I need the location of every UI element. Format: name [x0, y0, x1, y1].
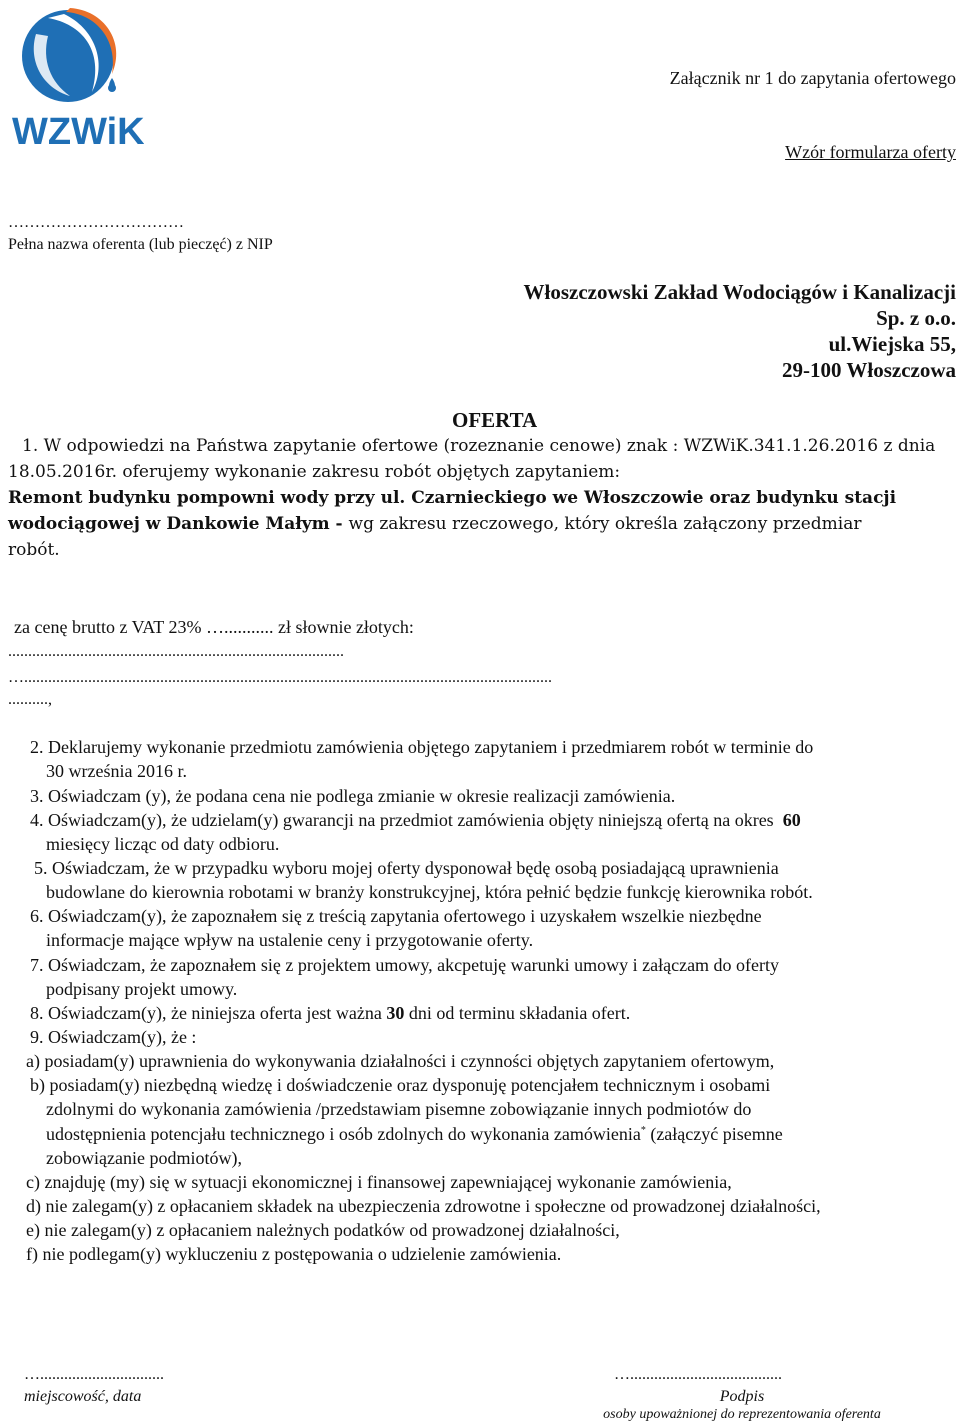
point-9b-line4: zobowiązanie podmiotów), [46, 1148, 242, 1168]
recipient-line2: Sp. z o.o. [876, 306, 956, 330]
signature-label: Podpis [719, 1388, 765, 1405]
point-9d: d) nie zalegam(y) z opłacaniem składek na ubezpieczenia zdrowotne i społeczne od prowadzonej działalności, [26, 1196, 821, 1216]
point-9b-line3 [46, 1124, 783, 1145]
recipient-line4: 29-100 Włoszczowa [782, 358, 956, 382]
price-line: za cenę brutto z VAT 23% …........... zł słownie złotych: [14, 617, 414, 637]
recipient-line1: Włoszczowski Zakład Wodociągów i Kanalizacji [523, 280, 956, 304]
form-title: Wzór formularza oferty [785, 142, 956, 162]
offer-title: OFERTA [452, 408, 538, 432]
point-8-post: dni od terminu składania ofert. [404, 1003, 631, 1023]
price-words-dots2: ….................................................................................................................................... [8, 669, 552, 686]
price-words-dots1: .................................................................................... [8, 643, 344, 660]
point-9b-line3-text: udostępnienia potencjału technicznego i osób zdolnych do wykonania zamówienia [46, 1124, 641, 1144]
offer-p1-line2: 18.05.2016r. oferujemy wykonanie zakresu robót objętych zapytaniem: [8, 462, 621, 482]
point-6-line2: informacje mające wpływ na ustalenie ceny i przygotowanie oferty. [46, 930, 534, 950]
point-8-pre: 8. Oświadczam(y), że niniejsza oferta jest ważna [30, 1003, 387, 1023]
bidder-dots: …………………………… [8, 214, 184, 231]
company-logo [8, 4, 144, 150]
offer-scope-line2 [8, 514, 861, 534]
point-9a: a) posiadam(y) uprawnienia do wykonywania działalności i czynności objętych zapytaniem ofertowym, [26, 1051, 775, 1071]
offer-p1-line1: 1. W odpowiedzi na Państwa zapytanie ofertowe (rozeznanie cenowe) znak : WZWiK.341.1.26.2016 z dnia [22, 436, 936, 456]
bidder-label: Pełna nazwa oferenta (lub pieczęć) z NIP [8, 236, 273, 253]
point-4-line2: miesięcy licząc od daty odbioru. [46, 834, 280, 854]
point-7-line2: podpisany projekt umowy. [46, 979, 238, 999]
point-8 [30, 1003, 630, 1024]
wzwik-logo-mark [8, 4, 144, 150]
point-9b-line3-post: (załączyć pisemne [645, 1124, 783, 1144]
annex-label: Załącznik nr 1 do zapytania ofertowego [669, 68, 956, 88]
point-9e: e) nie zalegam(y) z opłacaniem należnych podatków od prowadzonej działalności, [26, 1220, 620, 1240]
signature-sublabel: osoby upoważnionej do reprezentowania oferenta [603, 1407, 881, 1422]
point-9b-line1: b) posiadam(y) niezbędną wiedzę i doświadczenie oraz dysponuję potencjałem technicznym i osobami [30, 1075, 771, 1095]
signature-dots: …...................................... [614, 1366, 782, 1383]
recipient-line3: ul.Wiejska 55, [828, 332, 956, 356]
point-5-line2: budowlane do kierownia robotami w branży konstrukcyjnej, która pełnić będzie funkcję kierownika robót. [46, 882, 813, 902]
point-4-text: 4. Oświadczam(y), że udzielam(y) gwarancji na przedmiot zamówienia objęty niniejszą ofertą na okres [30, 810, 774, 830]
place-date-label: miejscowość, data [24, 1388, 142, 1405]
point-2-line2: 30 września 2016 r. [46, 761, 187, 781]
point-4-line1 [30, 810, 801, 831]
point-6-line1: 6. Oświadczam(y), że zapoznałem się z treścią zapytania ofertowego i uzyskałem wszelkie niezbędne [30, 906, 762, 926]
point-9f: f) nie podlegam(y) wykluczeniu z postępowania o udzielenie zamówienia. [26, 1244, 562, 1264]
price-words-dots3: .........., [8, 691, 52, 708]
place-date-dots: …............................... [24, 1366, 164, 1383]
point-7-line1: 7. Oświadczam, że zapoznałem się z projektem umowy, akcpetuję warunki umowy i załączam do oferty [30, 955, 780, 975]
offer-scope-bold: wodociągowej w Dankowie Małym - [8, 514, 349, 534]
footnote-asterisk: * [640, 1125, 646, 1136]
offer-p1-line5: robót. [8, 540, 60, 560]
point-4-months: 60 [782, 810, 801, 830]
point-8-days: 30 [386, 1003, 405, 1023]
logo-text: WZWiK [12, 111, 144, 150]
point-9: 9. Oświadczam(y), że : [30, 1027, 197, 1047]
point-9b-line2: zdolnymi do wykonania zamówienia /przedstawiam pisemne zobowiązanie innych podmiotów do [46, 1099, 752, 1119]
point-3: 3. Oświadczam (y), że podana cena nie podlega zmianie w okresie realizacji zamówienia. [30, 786, 676, 806]
offer-scope-rest: wg zakresu rzeczowego, który określa załączony przedmiar [348, 514, 862, 534]
point-5-line1: 5. Oświadczam, że w przypadku wyboru mojej oferty dysponował będę osobą posiadającą uprawnienia [34, 858, 779, 878]
offer-scope-line1: Remont budynku pompowni wody przy ul. Czarnieckiego we Włoszczowie oraz budynku stacji [8, 488, 897, 508]
point-9c: c) znajduję (my) się w sytuacji ekonomicznej i finansowej zapewniającej wykonanie zamówienia, [26, 1172, 732, 1192]
point-2-line1: 2. Deklarujemy wykonanie przedmiotu zamówienia objętego zapytaniem i przedmiarem robót w terminie do [30, 737, 814, 757]
